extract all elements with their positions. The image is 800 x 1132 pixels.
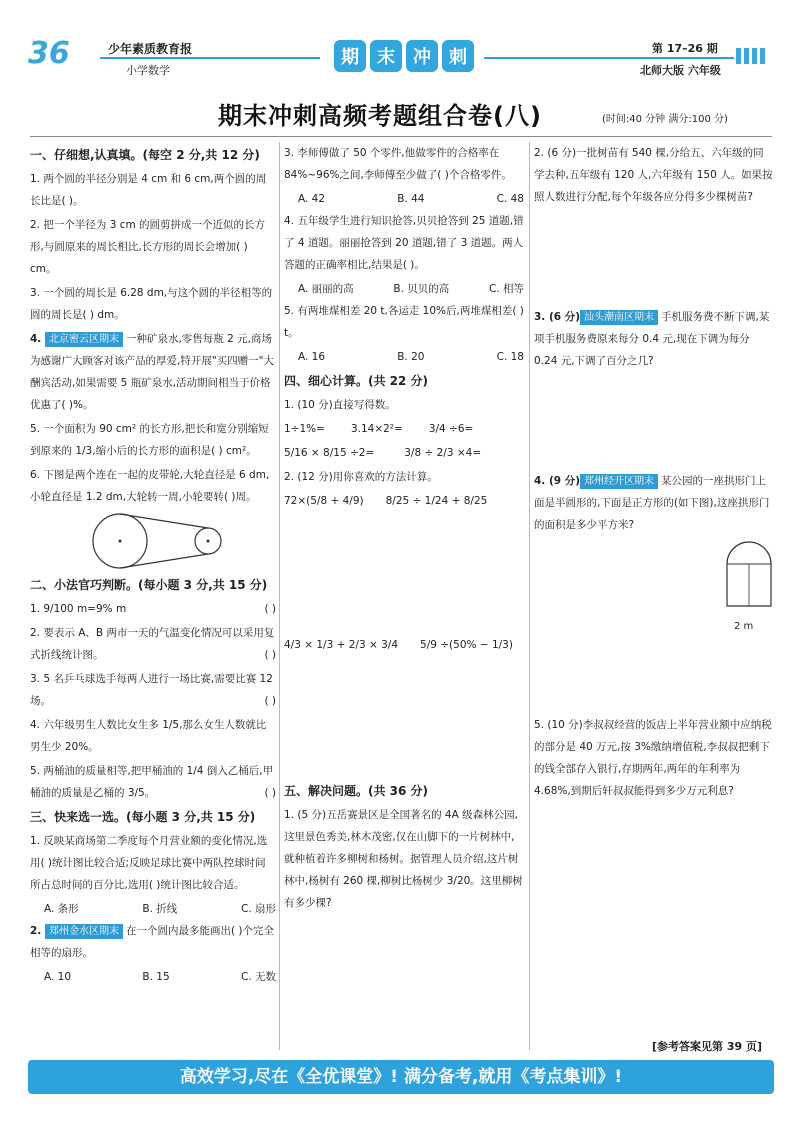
option[interactable]: B. 15 (142, 971, 170, 983)
question: 2. 郑州金水区期末 在一个圆内最多能画出( )个完全相等的扇形。 (30, 925, 274, 959)
calc-item: 5/16 × 8/15 ÷2= (284, 447, 375, 459)
question: 1. 反映某商场第二季度每个月营业额的变化情况,选用( )统计图比较合适;反映足球比赛中两队控球时间所占总时间的百分比,选用( )统计图比较合适。 (30, 835, 268, 891)
option[interactable]: B. 44 (397, 193, 425, 205)
judge-text: 5. 两桶油的质量相等,把甲桶油的 1/4 倒入乙桶后,甲桶油的质量是乙桶的 3/5。 (30, 765, 274, 799)
section-heading: 一、仔细想,认真填。(每空 2 分,共 12 分) (30, 148, 260, 162)
calc-item: 3/4 ÷6= (428, 423, 474, 435)
options (30, 966, 276, 988)
calc-item: 1÷1%= (284, 423, 325, 435)
calc-row (284, 634, 524, 656)
calc-item: 72×(5/8 + 4/9) (284, 495, 364, 507)
title-row (0, 96, 800, 132)
option[interactable]: C. 18 (496, 351, 524, 363)
options (284, 188, 524, 210)
calc-item: 8/25 ÷ 1/24 + 8/25 (385, 495, 488, 507)
header-rule-right (484, 57, 734, 59)
question: 5. 一个面积为 90 cm² 的长方形,把长和宽分别缩短到原来的 1/3,缩小后的长方形的面积是( ) cm²。 (30, 423, 269, 457)
question: 3. 李师傅做了 50 个零件,他做零件的合格率在 84%~96%之间,李师傅至少做了( )个合格零件。 (284, 147, 512, 181)
source-tag: 汕头潮南区期末 (580, 310, 658, 325)
footer-banner: 高效学习,尽在《全优课堂》! 满分备考,就用《考点集训》! (28, 1060, 774, 1094)
option[interactable]: B. 折线 (142, 903, 178, 915)
newspaper-name: 少年素质教育报 (108, 42, 193, 56)
arch-door-figure (724, 540, 774, 616)
judge-text: 4. 六年级男生人数比女生多 1/5,那么女生人数就比男生少 20%。 (30, 719, 267, 753)
judge-item (30, 622, 276, 666)
question: 5. (10 分)李叔叔经营的饭店上半年营业额中应纳税的部分是 40 万元,按 3%缴纳增值税,李叔叔把剩下的钱全部存入银行,存期两年,两年的年利率为 4.68%,到期后轩叔叔能得到多少万元利息? (534, 719, 772, 797)
question (534, 306, 774, 372)
judge-item (30, 668, 276, 712)
calc-item: 3/8 ÷ 2/3 ×4= (404, 447, 482, 459)
question: 5. 有两堆煤相差 20 t,各运走 10%后,两堆煤相差( ) t。 (284, 305, 524, 339)
column-middle (284, 142, 524, 916)
dimension-label: 2 m (734, 621, 754, 632)
answer-paren[interactable]: ( ) (264, 787, 276, 799)
section-heading: 二、小法官巧判断。(每小题 3 分,共 15 分) (30, 578, 268, 592)
question: 2. 把一个半径为 3 cm 的圆剪拼成一个近似的长方形,与圆原来的周长相比,长方形的周长会增加( ) cm。 (30, 219, 266, 275)
work-space (534, 210, 774, 306)
source-tag: 郑州金水区期末 (45, 924, 123, 939)
judge-item (30, 714, 276, 758)
answer-paren[interactable]: ( ) (264, 695, 276, 707)
options (284, 278, 524, 300)
calc-row (284, 418, 524, 440)
option[interactable]: A. 42 (298, 193, 326, 205)
edition-label: 北师大版 六年级 (640, 64, 721, 77)
title-divider (30, 136, 772, 137)
options (30, 898, 276, 920)
belt-pulley-figure (90, 512, 230, 570)
calc-item: 4/3 × 1/3 + 2/3 × 3/4 (284, 639, 399, 651)
question: 2. (12 分)用你喜欢的方法计算。 (284, 471, 438, 483)
option[interactable]: A. 10 (44, 971, 72, 983)
page-number: 36 (28, 36, 70, 71)
answer-reference: [参考答案见第 39 页] (652, 1040, 763, 1053)
issue-number: 第 17–26 期 (652, 42, 718, 55)
question: 1. (5 分)五岳赛景区是全国著名的 4A 级森林公园,这里景色秀美,林木茂密,仅在山脚下的一片树林中,就种植着许多柳树和杨树。据管理人员介绍,这片树林中,杨树有 260 棵,柳树比杨树少 3/20。这里柳树有多少棵? (284, 809, 523, 909)
question (534, 470, 774, 536)
question-text: 一种矿泉水,零售每瓶 2 元,商场为感谢广大顾客对该产品的厚爱,特开展"买四赠一"大酬宾活动,如果需要 5 瓶矿泉水,活动期间相当于价格优惠了( )%。 (30, 333, 274, 411)
brand-char: 末 (370, 40, 402, 72)
judge-text: 2. 要表示 A、B 两市一天的气温变化情况可以采用复式折线统计图。 (30, 627, 275, 661)
section-heading: 三、快来选一选。(每小题 3 分,共 15 分) (30, 810, 256, 824)
option[interactable]: C. 扇形 (240, 903, 276, 915)
judge-text: 3. 5 名乒乓球选手每两人进行一场比赛,需要比赛 12 场。 (30, 673, 273, 707)
question-number: 3. (6 分) (534, 311, 581, 323)
calc-row (284, 442, 524, 464)
question: 3. 一个圆的周长是 6.28 dm,与这个圆的半径相等的圆的周长是( ) dm。 (30, 287, 273, 321)
calc-item: 5/9 ÷(50% − 1/3) (420, 639, 513, 651)
question: 4. 五年级学生进行知识抢答,贝贝抢答到 25 道题,错了 4 道题。丽丽抢答到 20 道题,错了 3 道题。两人答题的正确率相比,结果是( )。 (284, 215, 524, 271)
decoration-bars (736, 48, 765, 64)
option[interactable]: C. 相等 (488, 283, 524, 295)
calc-row (284, 490, 524, 512)
brand-char: 冲 (406, 40, 438, 72)
judge-text: 1. 9/100 m=9% m (30, 603, 127, 615)
question-text: 手机服务费不断下调,某项手机服务费原来每分 0.4 元,现在下调为每分 0.24 元,下调了百分之几? (534, 311, 770, 367)
brand-logo (330, 40, 478, 74)
answer-paren[interactable]: ( ) (264, 603, 276, 615)
judge-item (30, 760, 276, 804)
header-rule-left (100, 57, 320, 59)
question: 6. 下图是两个连在一起的皮带轮,大轮直径是 6 dm,小轮直径是 1.2 dm,大轮转一周,小轮要转( )周。 (30, 469, 270, 503)
question: 2. (6 分)一批树苗有 540 棵,分给五、六年级的同学去种,五年级有 120 人,六年级有 150 人。如果按照人数进行分配,每个年级各应分得多少棵树苗? (534, 147, 773, 203)
source-tag: 郑州经开区期末 (580, 474, 658, 489)
question: 1. (10 分)直接写得数。 (284, 399, 396, 411)
exam-meta: (时间:40 分钟 满分:100 分) (602, 114, 728, 125)
work-space (534, 374, 774, 470)
work-space (284, 514, 524, 634)
brand-char: 刺 (442, 40, 474, 72)
page-title: 期末冲刺高频考题组合卷(八) (218, 102, 542, 130)
column-divider (529, 142, 530, 1050)
question-text: 某公园的一座拱形门上面是半圆形的,下面是正方形的(如下图),这座拱形门的面积是多少平方米? (534, 475, 770, 531)
section-heading: 五、解决问题。(共 36 分) (284, 784, 429, 798)
work-space (284, 658, 524, 778)
brand-char: 期 (334, 40, 366, 72)
answer-paren[interactable]: ( ) (264, 649, 276, 661)
options (284, 346, 524, 368)
section-heading: 四、细心计算。(共 22 分) (284, 374, 429, 388)
header (0, 0, 800, 90)
subject-label: 小学数学 (126, 64, 170, 77)
question: 1. 两个圆的半径分别是 4 cm 和 6 cm,两个圆的周长比是( )。 (30, 173, 267, 207)
option[interactable]: A. 条形 (44, 903, 79, 915)
option[interactable]: A. 16 (298, 351, 326, 363)
column-right (534, 142, 774, 804)
source-tag: 北京密云区期末 (45, 332, 123, 347)
judge-item (30, 598, 276, 620)
option[interactable]: B. 20 (397, 351, 425, 363)
question: 4. 北京密云区期末 一种矿泉水,零售每瓶 2 元,商场为感谢广大顾客对该产品的厚爱,特开展"买四赠一"大酬宾活动,如果需要 5 瓶矿泉水,活动期间相当于价格优惠了( )%。 (30, 333, 274, 411)
question-text: 在一个圆内最多能画出( )个完全相等的扇形。 (30, 925, 274, 959)
calc-item: 3.14×2²= (350, 423, 403, 435)
option[interactable]: C. 48 (496, 193, 524, 205)
option[interactable]: B. 贝贝的高 (393, 283, 450, 295)
column-divider (279, 142, 280, 1050)
question-number: 4. (9 分) (534, 475, 581, 487)
work-space (534, 638, 774, 714)
option[interactable]: A. 丽丽的高 (298, 283, 354, 295)
column-left (30, 142, 276, 988)
option[interactable]: C. 无数 (240, 971, 276, 983)
